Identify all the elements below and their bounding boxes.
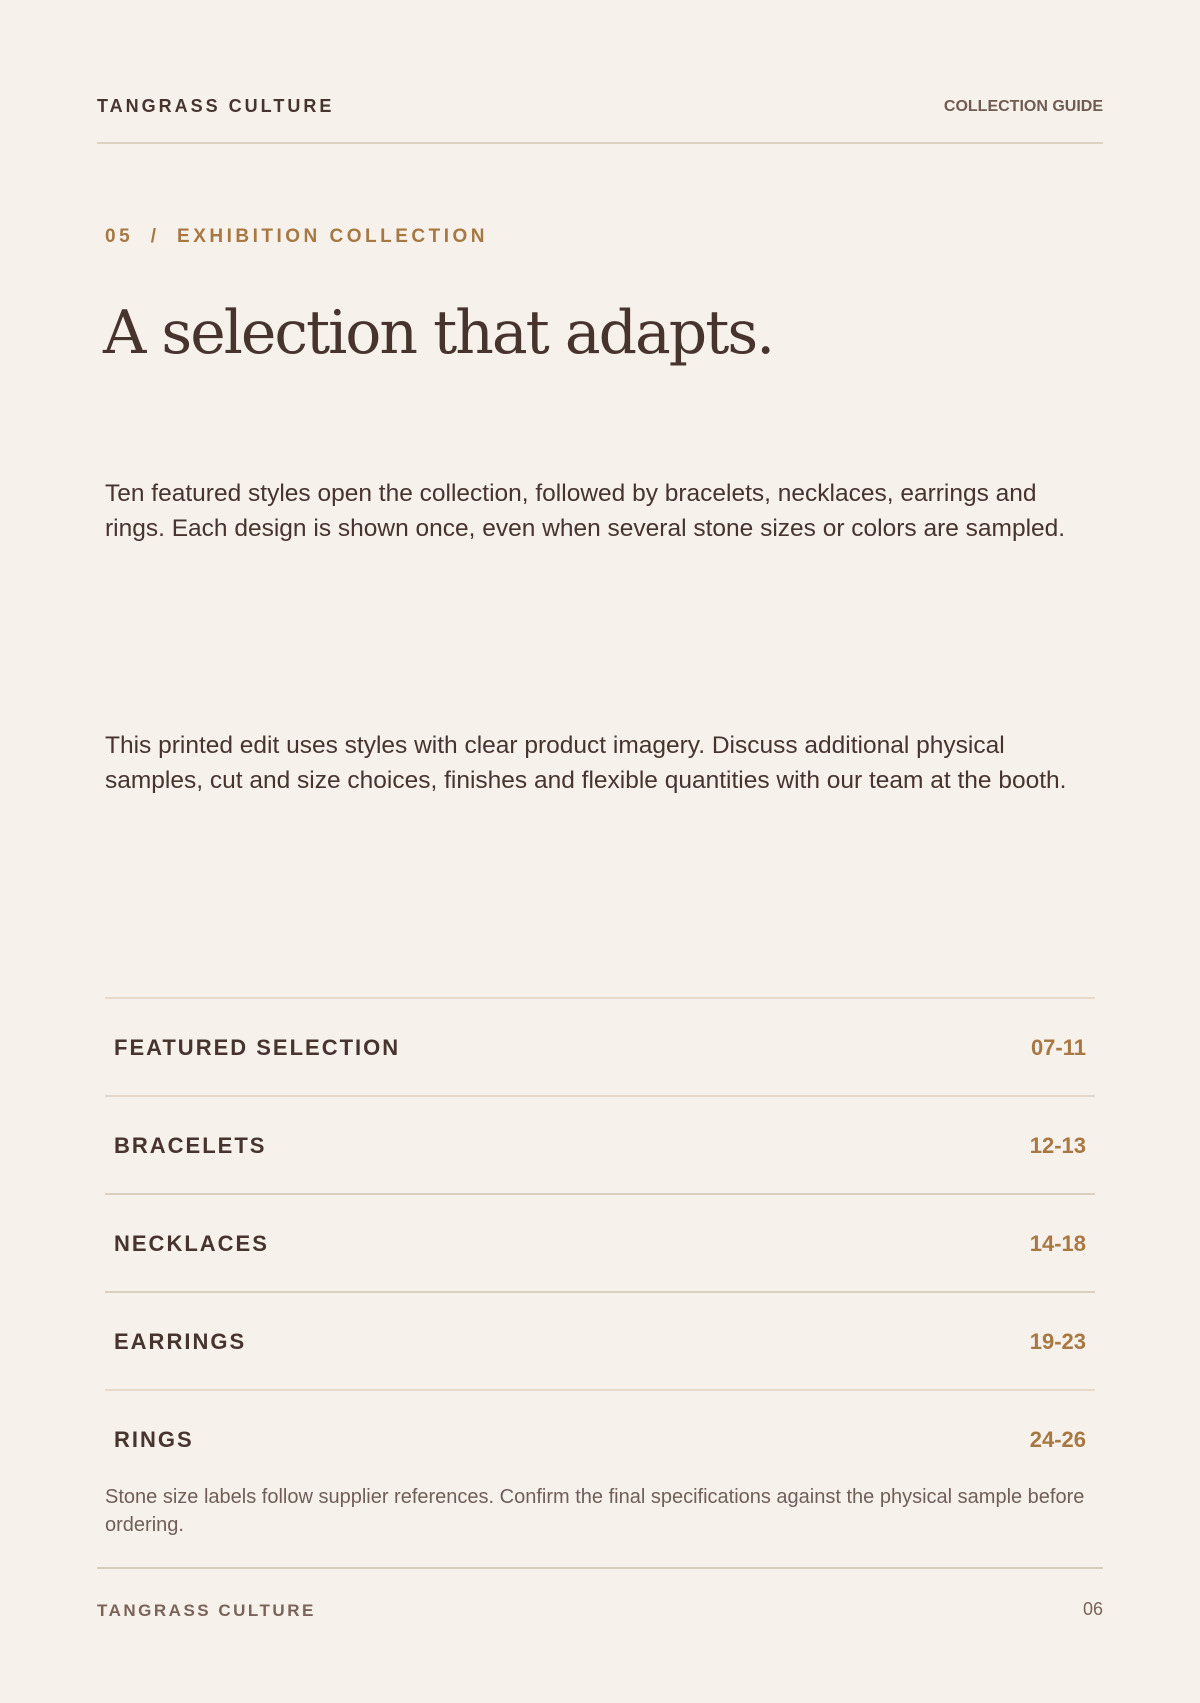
booth-paragraph: This printed edit uses styles with clear product imagery. Discuss additional physical samples, cut and size choices, finishes and flexible quantities with our team at the booth. xyxy=(105,732,1067,794)
contents-row-bracelets xyxy=(105,1095,1095,1193)
contents-pages: 07-11 xyxy=(1030,1035,1086,1060)
contents-row-necklaces xyxy=(105,1193,1095,1291)
contents-label: EARRINGS xyxy=(114,1329,247,1354)
page-headline: A selection that adapts. xyxy=(103,298,774,368)
contents-row-featured-selection xyxy=(105,997,1095,1095)
contents-row-earrings xyxy=(105,1291,1095,1389)
contents-label: NECKLACES xyxy=(114,1231,269,1256)
contents-label: BRACELETS xyxy=(114,1133,267,1158)
contents-pages: 19-23 xyxy=(1029,1329,1086,1354)
section-eyebrow: 05 / EXHIBITION COLLECTION xyxy=(105,226,489,247)
contents-pages: 24-26 xyxy=(1029,1427,1086,1452)
contents-label: FEATURED SELECTION xyxy=(114,1035,401,1060)
contents-pages: 14-18 xyxy=(1029,1231,1086,1256)
intro-paragraph: Ten featured styles open the collection, followed by bracelets, necklaces, earrings and rings. Each design is shown once, even when several stone sizes or colors are sampled. xyxy=(105,480,1066,542)
contents-list xyxy=(105,997,1095,1487)
contents-row-rings xyxy=(105,1389,1095,1487)
contents-pages: 12-13 xyxy=(1029,1133,1086,1158)
page-footer xyxy=(97,1567,1103,1620)
page-number: 06 xyxy=(1082,1599,1103,1619)
header-section-name: COLLECTION GUIDE xyxy=(943,98,1103,115)
footer-brand: TANGRASS CULTURE xyxy=(97,1601,316,1620)
page-header xyxy=(97,96,1103,144)
contents-label: RINGS xyxy=(114,1427,194,1452)
header-brand: TANGRASS CULTURE xyxy=(97,96,335,116)
footnote: Stone size labels follow supplier references. Confirm the final specifications against the physical sample before ordering. xyxy=(105,1486,1085,1536)
